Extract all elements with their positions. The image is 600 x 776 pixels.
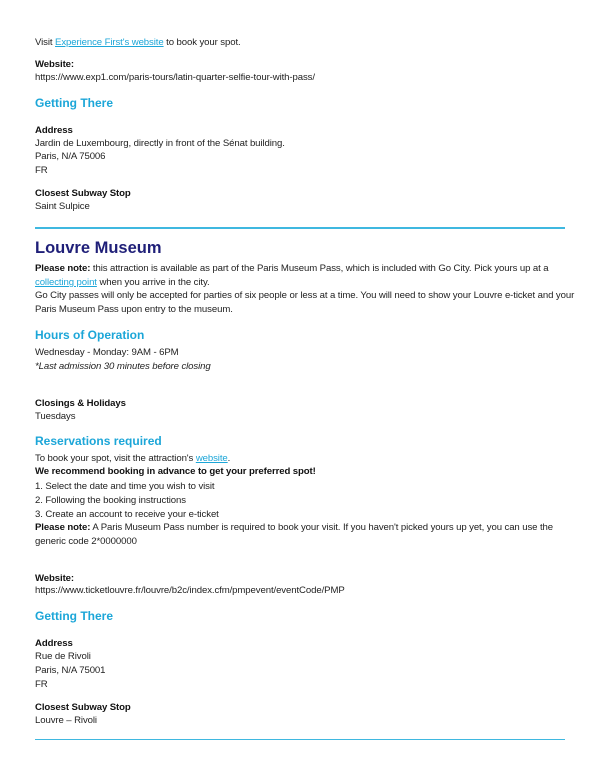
address-line: FR [35, 165, 48, 176]
res-note-line: generic code 2*0000000 [35, 536, 137, 547]
recommend-text: We recommend booking in advance to get your preferred spot! [35, 466, 316, 477]
res-note-line [35, 521, 553, 534]
note-text: when you arrive in the city. [96, 277, 210, 288]
hours-note-line [35, 360, 211, 373]
note-line: Go City passes will only be accepted for parties of six people or less at a time. You will need to show your Louvre e-ticket and your [35, 290, 575, 301]
closings-value: Tuesdays [35, 411, 76, 422]
res-note-text: A Paris Museum Pass number is required to book your visit. If you haven't picked yours up yet, you can use the [90, 522, 553, 533]
website-url: https://www.exp1.com/paris-tours/latin-quarter-selfie-tour-with-pass/ [35, 72, 315, 83]
res-suffix: . [227, 453, 231, 464]
website-link[interactable]: website [195, 453, 228, 464]
note-line [35, 262, 549, 275]
note-line: Paris Museum Pass upon entry to the museum. [35, 304, 233, 315]
address-line: Paris, N/A 75001 [35, 665, 106, 676]
experience-first-link[interactable]: Experience First's website [55, 37, 164, 48]
hours-value: Wednesday - Monday: 9AM - 6PM [35, 347, 179, 358]
getting-there-heading: Getting There [35, 96, 114, 110]
step-item: 3. Create an account to receive your e-ticket [35, 509, 219, 520]
note-text: this attraction is available as part of the Paris Museum Pass, which is included with Go City. Pick yours up at a [90, 263, 549, 274]
subway-label: Closest Subway Stop [35, 702, 131, 713]
louvre-title: Louvre Museum [35, 239, 162, 257]
collecting-point-link[interactable]: collecting point [35, 277, 97, 288]
address-label: Address [35, 125, 73, 136]
step-item: 1. Select the date and time you wish to visit [35, 481, 215, 492]
subway-label: Closest Subway Stop [35, 188, 131, 199]
getting-there-heading: Getting There [35, 609, 114, 623]
address-line: Jardin de Luxembourg, directly in front of the Sénat building. [35, 138, 285, 149]
section-divider [35, 739, 565, 740]
res-note-label: Please note: [35, 522, 91, 533]
visit-suffix: to book your spot. [163, 37, 241, 48]
website-url: https://www.ticketlouvre.fr/louvre/b2c/index.cfm/pmpevent/eventCode/PMP [35, 585, 345, 596]
note-label: Please note: [35, 263, 91, 274]
visit-prefix: Visit [35, 37, 56, 48]
address-line: FR [35, 679, 48, 690]
address-label: Address [35, 638, 73, 649]
step-item: 2. Following the booking instructions [35, 495, 186, 506]
hours-note: *Last admission 30 minutes before closing [35, 361, 211, 372]
res-prefix: To book your spot, visit the attraction's [35, 453, 196, 464]
website-label: Website: [35, 573, 75, 584]
reservation-line [35, 452, 230, 465]
subway-value: Saint Sulpice [35, 201, 90, 212]
address-line: Rue de Rivoli [35, 651, 91, 662]
hours-heading: Hours of Operation [35, 328, 145, 342]
note-line [35, 276, 210, 289]
visit-line [35, 36, 241, 49]
section-divider [35, 227, 565, 229]
reservations-heading: Reservations required [35, 434, 162, 448]
address-line: Paris, N/A 75006 [35, 151, 106, 162]
subway-value: Louvre – Rivoli [35, 715, 97, 726]
closings-label: Closings & Holidays [35, 398, 126, 409]
website-label: Website: [35, 59, 75, 70]
